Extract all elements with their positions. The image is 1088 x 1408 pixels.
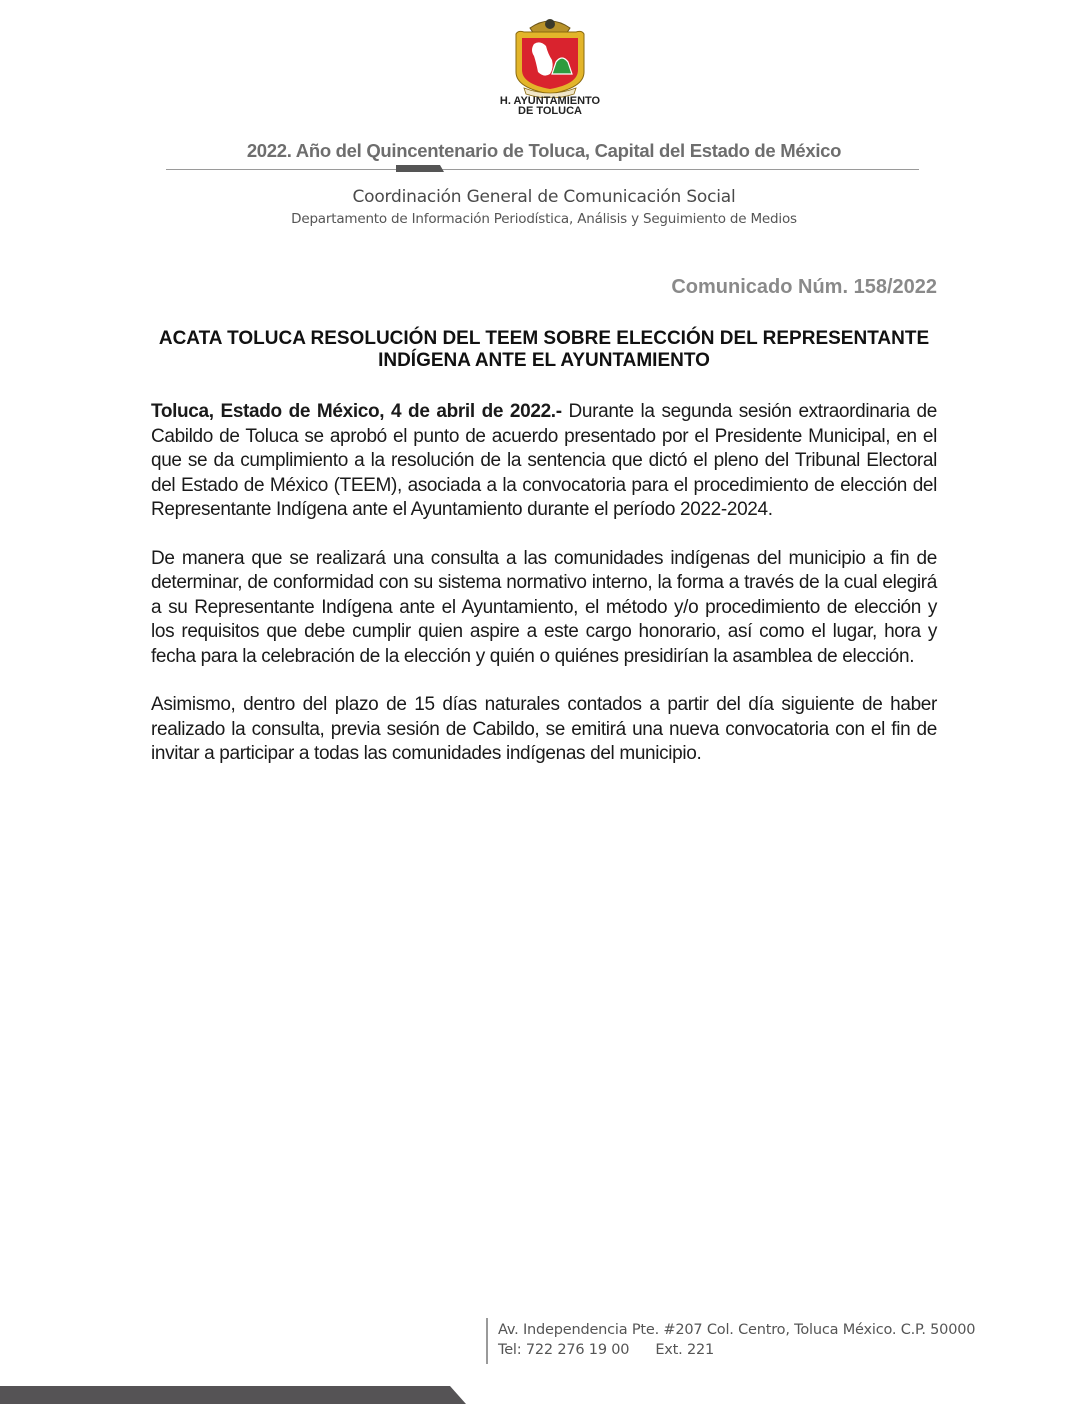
footer-divider	[486, 1318, 488, 1364]
department-subtitle: Departamento de Información Periodística, Análisis y Seguimiento de Medios	[291, 211, 797, 227]
release-headline: ACATA TOLUCA RESOLUCIÓN DEL TEEM SOBRE ELECCIÓN DEL REPRESENTANTE INDÍGENA ANTE EL AYUNTAMIENTO	[158, 328, 930, 371]
paragraph-1-text: Durante la segunda sesión extraordinaria de Cabildo de Toluca se aprobó el punto de acuerdo presentado por el Presidente Municipal, en el que se da cumplimiento a la resolución de la sentencia que dictó el pleno del Tribunal Electoral del Estado de México (TEEM), asociada a la convocatoria para el procedimiento de elección del Representante Indígena ante el Ayuntamiento durante el período 2022-2024.	[151, 401, 937, 520]
release-body	[151, 400, 937, 791]
footer-phone-line	[498, 1340, 975, 1360]
divider-tab	[396, 165, 444, 172]
footer-phone: Tel: 722 276 19 00	[498, 1342, 630, 1358]
dateline: Toluca, Estado de México, 4 de abril de 2022.-	[151, 401, 562, 422]
header-divider	[166, 169, 919, 170]
footer-contact	[498, 1320, 975, 1360]
paragraph-3: Asimismo, dentro del plazo de 15 días naturales contados a partir del día siguiente de haber realizado la consulta, previa sesión de Cabildo, se emitirá una nueva convocatoria con el fin de invitar a participar a todas las comunidades indígenas del municipio.	[151, 694, 937, 764]
motto-heading: 2022. Año del Quincentenario de Toluca, Capital del Estado de México	[246, 140, 842, 161]
paragraph-1	[151, 400, 937, 523]
logo-text-line1: H. AYUNTAMIENTO	[499, 95, 601, 107]
logo-text-line2: DE TOLUCA	[518, 105, 582, 117]
logo-text	[480, 96, 620, 116]
footer-extension: Ext. 221	[655, 1342, 715, 1358]
paragraph-2: De manera que se realizará una consulta a las comunidades indígenas del municipio a fin de determinar, de conformidad con su sistema normativo interno, la forma a través de la cual elegirá a su Representante Indígena ante el Ayuntamiento, el método y/o procedimiento de elección y los requisitos que debe cumplir quien aspire a este cargo honorario, así como el lugar, hora y fecha para la celebración de la elección y quién o quiénes presidirían la asamblea de elección.	[151, 547, 937, 667]
footer-address: Av. Independencia Pte. #207 Col. Centro, Toluca México. C.P. 50000	[498, 1322, 976, 1338]
release-number: Comunicado Núm. 158/2022	[671, 276, 937, 298]
coordination-title: Coordinación General de Comunicación Social	[352, 187, 736, 207]
footer-band	[0, 1386, 470, 1406]
